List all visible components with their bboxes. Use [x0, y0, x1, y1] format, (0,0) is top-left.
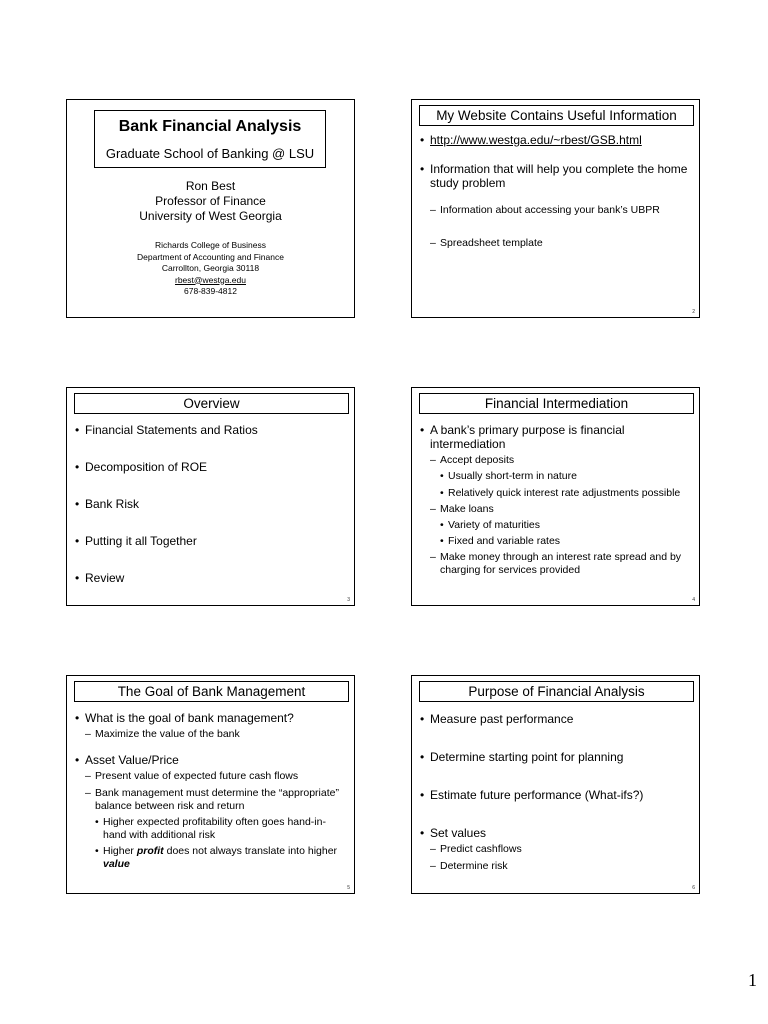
contact-email-link[interactable]: rbest@westga.edu [174, 274, 246, 285]
presenter-position: Professor of Finance [155, 194, 266, 208]
slide-number: 6 [692, 885, 695, 891]
sub-bullet-item: – Predict cashflows [420, 843, 693, 856]
page-number: 1 [748, 970, 757, 990]
slide-4-title: Financial Intermediation [419, 393, 694, 414]
bullet-item: • Asset Value/Price [75, 753, 348, 767]
bullet-item: • Information that will help you complete the home study problem [420, 162, 693, 190]
slide-6-body [420, 706, 693, 873]
slide-2 [411, 99, 700, 318]
sub-bullet-item: – Make money through an interest rate spread and by charging for services provided [420, 551, 693, 577]
slide-1 [66, 99, 355, 318]
slide-1-presenter [67, 179, 354, 224]
bullet-item: • Set values [420, 826, 693, 840]
slide-1-subtitle: Graduate School of Banking @ LSU [105, 146, 315, 161]
contact-college: Richards College of Business [154, 240, 267, 250]
sub-sub-bullet-item: • Variety of maturities [420, 519, 693, 532]
sub-bullet-item: – Maximize the value of the bank [75, 728, 348, 741]
sub-bullet-item: – Spreadsheet template [420, 237, 693, 250]
contact-address: Carrollton, Georgia 30118 [161, 263, 260, 273]
sub-bullet-item: – Accept deposits [420, 454, 693, 467]
sub-sub-bullet-item [75, 845, 348, 871]
value-emphasis: value [103, 858, 130, 870]
profit-text-pre: Higher [103, 845, 137, 857]
slide-number: 3 [347, 597, 350, 603]
slide-6 [411, 675, 700, 894]
slide-1-title: Bank Financial Analysis [118, 118, 302, 135]
bullet-item: • Measure past performance [420, 712, 693, 726]
profit-text-mid: does not always translate into higher [163, 845, 338, 857]
bullet-item: • Review [75, 571, 348, 585]
presenter-university: University of West Georgia [139, 209, 282, 223]
bullet-item: • Financial Statements and Ratios [75, 423, 348, 437]
contact-phone: 678-839-4812 [184, 286, 237, 296]
sub-sub-bullet-item: • Fixed and variable rates [420, 535, 693, 548]
sub-bullet-item: – Make loans [420, 503, 693, 516]
slide-5 [66, 675, 355, 894]
slide-1-title-box [94, 110, 326, 168]
slide-2-body [420, 130, 693, 250]
sub-bullet-item: – Present value of expected future cash flows [75, 770, 348, 783]
sub-bullet-item: – Determine risk [420, 860, 693, 873]
contact-department: Department of Accounting and Finance [137, 251, 284, 262]
slide-5-title: The Goal of Bank Management [74, 681, 349, 702]
bullet-item: • Putting it all Together [75, 534, 348, 548]
bullet-item: • Decomposition of ROE [75, 460, 348, 474]
slide-3 [66, 387, 355, 606]
slide-5-body [75, 706, 348, 871]
sub-sub-bullet-item: • Usually short-term in nature [420, 470, 693, 483]
sub-bullet-item: – Information about accessing your bank’s UBPR [420, 204, 693, 217]
slide-number: 5 [347, 885, 350, 891]
slide-1-contact [67, 240, 354, 298]
presenter-name: Ron Best [185, 179, 236, 193]
sub-bullet-item: – Bank management must determine the “appropriate” balance between risk and return [75, 787, 348, 813]
slide-3-title: Overview [74, 393, 349, 414]
website-link[interactable]: • http://www.westga.edu/~rbest/GSB.html [420, 133, 693, 147]
slide-number: 2 [692, 309, 695, 315]
sub-sub-bullet-item: • Relatively quick interest rate adjustments possible [420, 487, 693, 500]
profit-emphasis: profit [136, 845, 164, 857]
bullet-item: • Estimate future performance (What-ifs?) [420, 788, 693, 802]
slide-2-title: My Website Contains Useful Information [419, 105, 694, 126]
slide-number: 4 [692, 597, 695, 603]
slide-3-body [75, 418, 348, 585]
slide-4 [411, 387, 700, 606]
bullet-item: • A bank’s primary purpose is financial intermediation [420, 423, 693, 451]
slide-4-body [420, 418, 693, 577]
bullet-item: • Determine starting point for planning [420, 750, 693, 764]
slide-6-title: Purpose of Financial Analysis [419, 681, 694, 702]
sub-sub-bullet-item: • Higher expected profitability often goes hand-in-hand with additional risk [75, 816, 348, 842]
bullet-item: • Bank Risk [75, 497, 348, 511]
bullet-item: • What is the goal of bank management? [75, 711, 348, 725]
